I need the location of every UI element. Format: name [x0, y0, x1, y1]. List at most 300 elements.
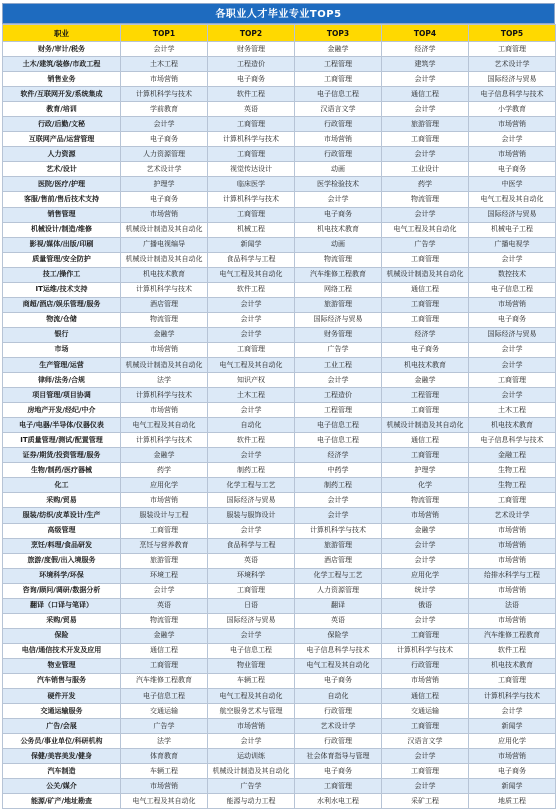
major-cell: 新闻学 — [208, 237, 295, 252]
major-cell: 机电技术教育 — [469, 418, 556, 433]
major-cell: 会计学 — [295, 508, 382, 523]
major-cell: 电气工程及其自动化 — [208, 689, 295, 704]
job-cell: 市场 — [3, 342, 121, 357]
major-cell: 市场营销 — [469, 749, 556, 764]
table-row — [3, 267, 556, 282]
table-row — [3, 553, 556, 568]
major-cell: 应用化学 — [469, 734, 556, 749]
major-cell: 计算机科学与技术 — [208, 132, 295, 147]
job-cell: 交通运输服务 — [3, 704, 121, 719]
major-cell: 数控技术 — [469, 267, 556, 282]
major-cell: 行政管理 — [382, 658, 469, 673]
major-cell: 工业工程 — [295, 357, 382, 372]
major-cell: 财务管理 — [295, 327, 382, 342]
major-cell: 采矿工程 — [382, 794, 469, 809]
major-cell: 机械设计制造及其自动化 — [121, 252, 208, 267]
major-cell: 建筑学 — [382, 57, 469, 72]
table-row — [3, 508, 556, 523]
major-cell: 电子商务 — [121, 132, 208, 147]
job-cell: 服装/纺织/皮革设计/生产 — [3, 508, 121, 523]
major-cell: 电子信息科学与技术 — [469, 87, 556, 102]
major-cell: 市场营销 — [469, 117, 556, 132]
major-cell: 市场营销 — [469, 297, 556, 312]
major-cell: 工商管理 — [382, 403, 469, 418]
major-cell: 市场营销 — [469, 613, 556, 628]
table-row — [3, 493, 556, 508]
major-cell: 会计学 — [295, 373, 382, 388]
major-cell: 英语 — [208, 553, 295, 568]
major-cell: 酒店管理 — [295, 553, 382, 568]
major-cell: 国际经济与贸易 — [208, 613, 295, 628]
major-cell: 工商管理 — [469, 42, 556, 57]
major-cell: 工商管理 — [382, 132, 469, 147]
table-row — [3, 704, 556, 719]
major-cell: 自动化 — [208, 418, 295, 433]
table-row — [3, 117, 556, 132]
major-cell: 会计学 — [382, 207, 469, 222]
table-row — [3, 719, 556, 734]
major-cell: 小学教育 — [469, 102, 556, 117]
major-cell: 电子信息工程 — [208, 643, 295, 658]
major-cell: 工商管理 — [295, 779, 382, 794]
major-cell: 食品科学与工程 — [208, 252, 295, 267]
major-cell: 会计学 — [469, 132, 556, 147]
major-cell: 电子信息科学与技术 — [295, 643, 382, 658]
major-cell: 经济学 — [295, 448, 382, 463]
major-cell: 车辆工程 — [208, 673, 295, 688]
table-row — [3, 658, 556, 673]
header-cell-job: 职业 — [3, 25, 121, 42]
table-row — [3, 72, 556, 87]
major-cell: 英语 — [121, 598, 208, 613]
major-cell: 新闻学 — [469, 779, 556, 794]
table-row — [3, 583, 556, 598]
major-cell: 交通运输 — [121, 704, 208, 719]
job-cell: 行政/后勤/文秘 — [3, 117, 121, 132]
major-cell: 工商管理 — [208, 342, 295, 357]
major-cell: 应用化学 — [382, 568, 469, 583]
major-cell: 金融学 — [121, 448, 208, 463]
major-cell: 土木工程 — [208, 388, 295, 403]
major-cell: 市场营销 — [121, 72, 208, 87]
major-cell: 生物工程 — [469, 478, 556, 493]
major-cell: 物流管理 — [121, 613, 208, 628]
major-cell: 视觉传达设计 — [208, 162, 295, 177]
job-cell: 能源/矿产/地址勘查 — [3, 794, 121, 809]
major-cell: 航空服务艺术与管理 — [208, 704, 295, 719]
table-row — [3, 643, 556, 658]
major-cell: 工程管理 — [295, 57, 382, 72]
major-cell: 广告学 — [295, 342, 382, 357]
job-cell: 公务员/事业单位/科研机构 — [3, 734, 121, 749]
major-cell: 医学检验技术 — [295, 177, 382, 192]
job-cell: 物业管理 — [3, 658, 121, 673]
major-cell: 机电技术教育 — [469, 658, 556, 673]
major-cell: 新闻学 — [469, 719, 556, 734]
major-cell: 电子商务 — [469, 162, 556, 177]
major-cell: 会计学 — [208, 312, 295, 327]
job-cell: 商超/酒店/娱乐管理/服务 — [3, 297, 121, 312]
major-cell: 计算机科学与技术 — [295, 523, 382, 538]
major-cell: 计算机科学与技术 — [121, 282, 208, 297]
major-cell: 国际经济与贸易 — [469, 72, 556, 87]
major-cell: 动画 — [295, 237, 382, 252]
job-cell: 汽车制造 — [3, 764, 121, 779]
job-cell: 土木/建筑/装修/市政工程 — [3, 57, 121, 72]
job-cell: 环境科学/环保 — [3, 568, 121, 583]
major-cell: 市场营销 — [469, 523, 556, 538]
major-cell: 工商管理 — [469, 373, 556, 388]
major-cell: 电子商务 — [121, 192, 208, 207]
header-cell-top1: TOP1 — [121, 25, 208, 42]
major-cell: 法学 — [121, 373, 208, 388]
table-title: 各职业人才毕业专业TOP5 — [2, 3, 555, 24]
major-cell: 交通运输 — [382, 704, 469, 719]
table-row — [3, 327, 556, 342]
major-cell: 工商管理 — [208, 583, 295, 598]
major-cell: 药学 — [121, 463, 208, 478]
job-cell: 广告/会展 — [3, 719, 121, 734]
major-cell: 学前教育 — [121, 102, 208, 117]
major-cell: 药学 — [382, 177, 469, 192]
major-cell: 会计学 — [208, 734, 295, 749]
major-cell: 市场营销 — [121, 779, 208, 794]
major-cell: 通信工程 — [382, 87, 469, 102]
major-cell: 广播电视编导 — [121, 237, 208, 252]
job-cell: 采购/贸易 — [3, 493, 121, 508]
major-cell: 电子商务 — [382, 342, 469, 357]
major-cell: 机械工程 — [208, 222, 295, 237]
major-cell: 食品科学与工程 — [208, 538, 295, 553]
major-cell: 工商管理 — [382, 764, 469, 779]
job-cell: 咨询/顾问/调研/数据分析 — [3, 583, 121, 598]
job-cell: 电子/电器/半导体/仪器仪表 — [3, 418, 121, 433]
major-cell: 物流管理 — [121, 312, 208, 327]
table-row — [3, 42, 556, 57]
major-cell: 会计学 — [469, 388, 556, 403]
major-cell: 广告学 — [121, 719, 208, 734]
major-cell: 会计学 — [469, 342, 556, 357]
major-cell: 土木工程 — [121, 57, 208, 72]
major-cell: 会计学 — [121, 583, 208, 598]
table-row — [3, 598, 556, 613]
major-cell: 工商管理 — [469, 673, 556, 688]
major-cell: 汽车维修工程教育 — [121, 673, 208, 688]
major-cell: 工程造价 — [295, 388, 382, 403]
table-row — [3, 628, 556, 643]
major-cell: 通信工程 — [382, 433, 469, 448]
major-cell: 电子信息工程 — [295, 433, 382, 448]
major-cell: 广播电视学 — [469, 237, 556, 252]
major-cell: 艺术设计学 — [469, 57, 556, 72]
major-cell: 制药工程 — [208, 463, 295, 478]
major-cell: 土木工程 — [469, 403, 556, 418]
major-cell: 旅游管理 — [295, 538, 382, 553]
table-row — [3, 87, 556, 102]
major-cell: 会计学 — [382, 779, 469, 794]
major-cell: 电子商务 — [469, 312, 556, 327]
major-cell: 国际经济与贸易 — [208, 493, 295, 508]
major-cell: 工商管理 — [208, 207, 295, 222]
major-cell: 机械设计制造及其自动化 — [121, 357, 208, 372]
major-cell: 软件工程 — [208, 282, 295, 297]
major-cell: 会计学 — [295, 493, 382, 508]
major-cell: 工商管理 — [121, 658, 208, 673]
job-cell: 采购/贸易 — [3, 613, 121, 628]
major-cell: 电子信息科学与技术 — [469, 433, 556, 448]
major-cell: 会计学 — [469, 252, 556, 267]
major-cell: 艺术设计学 — [295, 719, 382, 734]
table-row — [3, 147, 556, 162]
major-cell: 车辆工程 — [121, 764, 208, 779]
table-row — [3, 418, 556, 433]
table-row — [3, 207, 556, 222]
major-cell: 电子商务 — [469, 764, 556, 779]
table-row — [3, 403, 556, 418]
major-cell: 旅游管理 — [295, 297, 382, 312]
major-cell: 电子信息工程 — [121, 689, 208, 704]
major-cell: 电子商务 — [295, 207, 382, 222]
major-cell: 护理学 — [121, 177, 208, 192]
table-row — [3, 463, 556, 478]
major-cell: 工商管理 — [121, 523, 208, 538]
major-cell: 护理学 — [382, 463, 469, 478]
major-cell: 旅游管理 — [121, 553, 208, 568]
major-cell: 广告学 — [208, 779, 295, 794]
job-cell: 客服/售前/售后技术支持 — [3, 192, 121, 207]
major-cell: 金融工程 — [469, 448, 556, 463]
major-cell: 工商管理 — [382, 252, 469, 267]
major-cell: 金融学 — [295, 42, 382, 57]
major-cell: 会计学 — [382, 553, 469, 568]
major-cell: 计算机科学与技术 — [121, 388, 208, 403]
major-cell: 应用化学 — [121, 478, 208, 493]
table-row — [3, 448, 556, 463]
table-row — [3, 373, 556, 388]
major-cell: 物流管理 — [295, 252, 382, 267]
table-row — [3, 478, 556, 493]
major-cell: 统计学 — [382, 583, 469, 598]
major-cell: 市场营销 — [469, 583, 556, 598]
major-cell: 市场营销 — [208, 719, 295, 734]
table-row — [3, 342, 556, 357]
major-cell: 体育教育 — [121, 749, 208, 764]
job-cell: 高级管理 — [3, 523, 121, 538]
major-cell: 会计学 — [382, 102, 469, 117]
header-row — [3, 25, 556, 42]
table-row — [3, 779, 556, 794]
major-cell: 机械设计制造及其自动化 — [382, 418, 469, 433]
major-cell: 会计学 — [469, 357, 556, 372]
major-cell: 会计学 — [382, 613, 469, 628]
major-cell: 会计学 — [382, 749, 469, 764]
major-cell: 电气工程及其自动化 — [208, 267, 295, 282]
major-cell: 市场营销 — [295, 132, 382, 147]
major-cell: 工程管理 — [382, 388, 469, 403]
major-cell: 给排水科学与工程 — [469, 568, 556, 583]
major-cell: 英语 — [208, 102, 295, 117]
table-row — [3, 689, 556, 704]
header-cell-top5: TOP5 — [469, 25, 556, 42]
job-cell: 生物/制药/医疗器械 — [3, 463, 121, 478]
major-cell: 中医学 — [469, 177, 556, 192]
job-cell: 医院/医疗/护理 — [3, 177, 121, 192]
major-cell: 旅游管理 — [382, 117, 469, 132]
job-cell: 销售管理 — [3, 207, 121, 222]
job-cell: 销售业务 — [3, 72, 121, 87]
job-cell: IT质量管理/测试/配置管理 — [3, 433, 121, 448]
major-cell: 会计学 — [208, 403, 295, 418]
major-cell: 物流管理 — [382, 493, 469, 508]
major-cell: 电子信息工程 — [295, 87, 382, 102]
major-cell: 电子商务 — [295, 764, 382, 779]
job-cell: 教育/培训 — [3, 102, 121, 117]
major-cell: 国际经济与贸易 — [469, 207, 556, 222]
major-cell: 电气工程及其自动化 — [382, 222, 469, 237]
major-cell: 中药学 — [295, 463, 382, 478]
major-cell: 行政管理 — [295, 147, 382, 162]
table-row — [3, 538, 556, 553]
job-cell: 公关/媒介 — [3, 779, 121, 794]
job-cell: 机械设计/制造/维修 — [3, 222, 121, 237]
major-cell: 会计学 — [382, 72, 469, 87]
major-cell: 临床医学 — [208, 177, 295, 192]
major-cell: 工商管理 — [208, 147, 295, 162]
major-cell: 烹饪与营养教育 — [121, 538, 208, 553]
major-cell: 工商管理 — [295, 72, 382, 87]
major-cell: 人力资源管理 — [295, 583, 382, 598]
header-cell-top3: TOP3 — [295, 25, 382, 42]
major-cell: 工商管理 — [382, 297, 469, 312]
major-cell: 电气工程及其自动化 — [121, 418, 208, 433]
major-cell: 计算机科学与技术 — [121, 87, 208, 102]
table-row — [3, 57, 556, 72]
table-row — [3, 388, 556, 403]
table-row — [3, 237, 556, 252]
major-cell: 动画 — [295, 162, 382, 177]
major-cell: 汽车维修工程教育 — [295, 267, 382, 282]
major-cell: 化学工程与工艺 — [295, 568, 382, 583]
major-cell: 机电技术教育 — [121, 267, 208, 282]
major-cell: 财务管理 — [208, 42, 295, 57]
major-cell: 行政管理 — [295, 117, 382, 132]
major-cell: 服装与服饰设计 — [208, 508, 295, 523]
major-cell: 广告学 — [382, 237, 469, 252]
major-cell: 通信工程 — [382, 282, 469, 297]
major-cell: 俄语 — [382, 598, 469, 613]
major-cell: 汉语言文学 — [382, 734, 469, 749]
major-cell: 会计学 — [208, 448, 295, 463]
job-cell: 化工 — [3, 478, 121, 493]
header-cell-top2: TOP2 — [208, 25, 295, 42]
major-cell: 人力资源管理 — [121, 147, 208, 162]
major-cell: 化学 — [382, 478, 469, 493]
major-cell: 软件工程 — [469, 643, 556, 658]
table-row — [3, 222, 556, 237]
table-row — [3, 749, 556, 764]
major-cell: 金融学 — [121, 327, 208, 342]
major-cell: 会计学 — [382, 147, 469, 162]
major-cell: 法学 — [121, 734, 208, 749]
major-cell: 计算机科学与技术 — [121, 433, 208, 448]
major-cell: 计算机科学与技术 — [208, 192, 295, 207]
major-cell: 通信工程 — [121, 643, 208, 658]
job-cell: 律师/法务/合规 — [3, 373, 121, 388]
job-cell: 生产管理/运营 — [3, 357, 121, 372]
job-cell: 软件/互联网开发/系统集成 — [3, 87, 121, 102]
major-cell: 服装设计与工程 — [121, 508, 208, 523]
major-cell: 市场营销 — [121, 493, 208, 508]
major-cell: 电气工程及其自动化 — [208, 357, 295, 372]
job-cell: 电信/通信技术开发及应用 — [3, 643, 121, 658]
table-row — [3, 613, 556, 628]
major-ranking-table — [2, 24, 556, 809]
major-cell: 汉语言文学 — [295, 102, 382, 117]
major-cell: 生物工程 — [469, 463, 556, 478]
table-row — [3, 282, 556, 297]
major-cell: 日语 — [208, 598, 295, 613]
job-cell: 房地产开发/经纪/中介 — [3, 403, 121, 418]
major-cell: 工业设计 — [382, 162, 469, 177]
major-cell: 国际经济与贸易 — [469, 327, 556, 342]
job-cell: 汽车销售与服务 — [3, 673, 121, 688]
table-row — [3, 162, 556, 177]
table-row — [3, 357, 556, 372]
major-cell: 艺术设计学 — [469, 508, 556, 523]
major-cell: 工程造价 — [208, 57, 295, 72]
major-cell: 地质工程 — [469, 794, 556, 809]
major-cell: 社会体育指导与管理 — [295, 749, 382, 764]
major-cell: 能源与动力工程 — [208, 794, 295, 809]
job-cell: 保险 — [3, 628, 121, 643]
major-cell: 会计学 — [208, 523, 295, 538]
major-cell: 酒店管理 — [121, 297, 208, 312]
major-cell: 行政管理 — [295, 704, 382, 719]
major-cell: 工程管理 — [295, 403, 382, 418]
major-cell: 机械设计制造及其自动化 — [382, 267, 469, 282]
major-cell: 机电技术教育 — [295, 222, 382, 237]
table-row — [3, 734, 556, 749]
major-cell: 制药工程 — [295, 478, 382, 493]
major-cell: 化学工程与工艺 — [208, 478, 295, 493]
major-cell: 计算机科学与技术 — [469, 689, 556, 704]
major-cell: 电子商务 — [295, 673, 382, 688]
table-row — [3, 794, 556, 809]
major-cell: 工商管理 — [382, 628, 469, 643]
major-cell: 电气工程及其自动化 — [121, 794, 208, 809]
table-row — [3, 673, 556, 688]
major-cell: 计算机科学与技术 — [382, 643, 469, 658]
major-cell: 网络工程 — [295, 282, 382, 297]
major-cell: 机械设计制造及其自动化 — [121, 222, 208, 237]
major-cell: 汽车维修工程教育 — [469, 628, 556, 643]
major-cell: 物流管理 — [382, 192, 469, 207]
major-cell: 电子商务 — [208, 72, 295, 87]
major-cell: 会计学 — [295, 192, 382, 207]
major-cell: 金融学 — [382, 373, 469, 388]
job-cell: 技工/操作工 — [3, 267, 121, 282]
major-cell: 软件工程 — [208, 433, 295, 448]
major-cell: 工商管理 — [208, 117, 295, 132]
table-row — [3, 132, 556, 147]
job-cell: IT运维/技术支持 — [3, 282, 121, 297]
major-cell: 自动化 — [295, 689, 382, 704]
table-row — [3, 192, 556, 207]
job-cell: 影视/媒体/出版/印刷 — [3, 237, 121, 252]
major-cell: 工商管理 — [382, 719, 469, 734]
table-row — [3, 312, 556, 327]
major-cell: 运动训练 — [208, 749, 295, 764]
